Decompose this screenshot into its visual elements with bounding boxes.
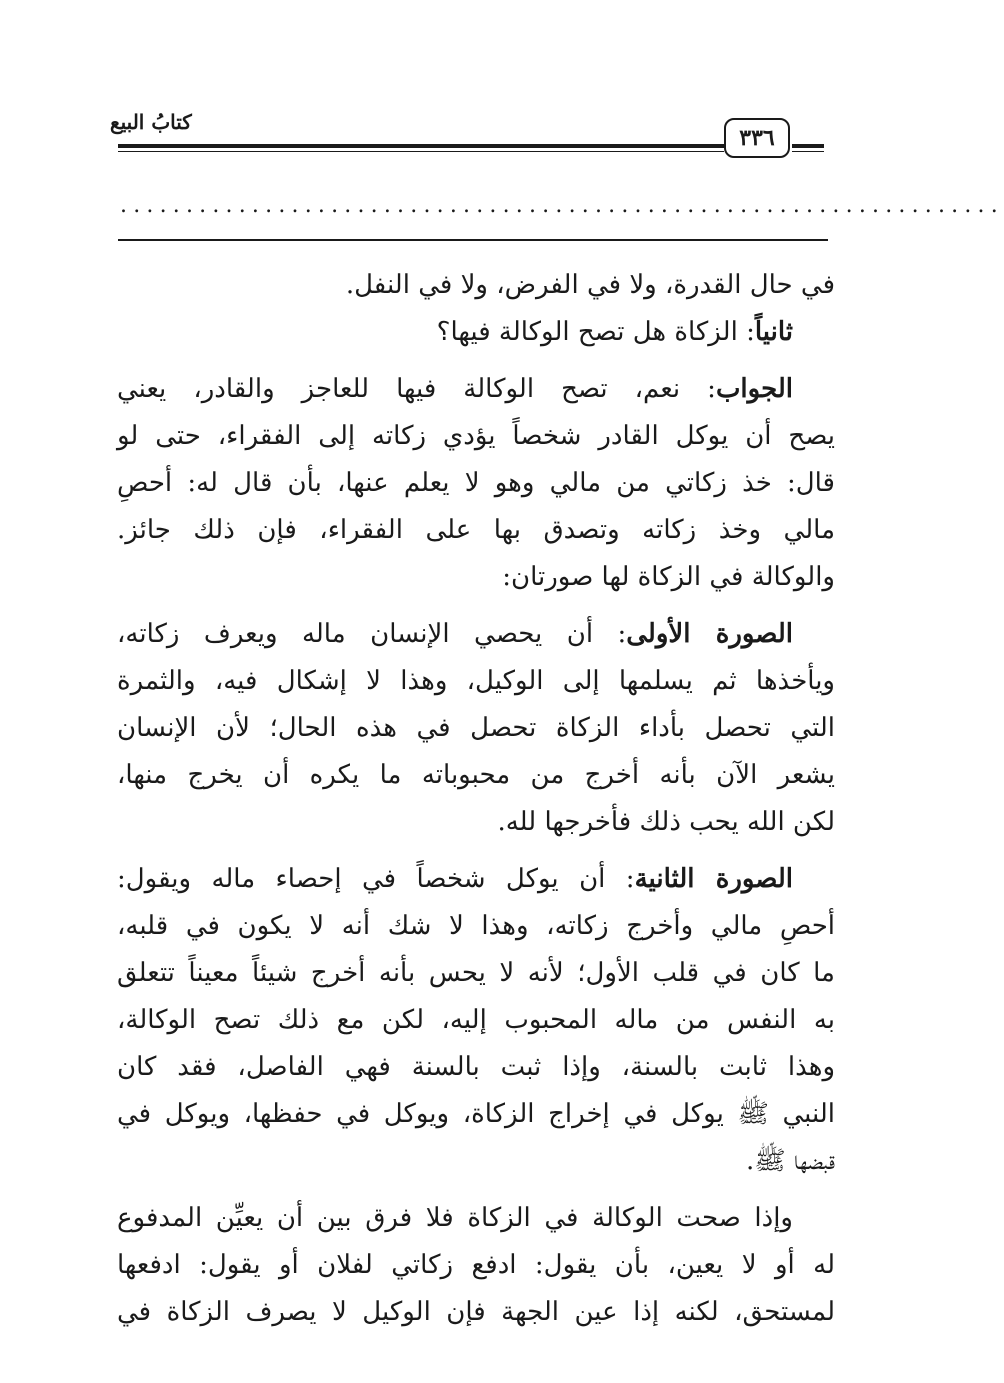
text-line: في حال القدرة، ولا في الفرض، ولا في النفل.: [345, 270, 835, 300]
text-line: النبي ﷺ يوكل في إخراج الزكاة، ويوكل في حفظها، ويوكل في: [117, 1099, 835, 1129]
header-rule-thin-right: [792, 151, 824, 152]
text-line: الجواب: نعم، تصح الوكالة فيها للعاجز والقادر، يعني: [117, 374, 793, 404]
header-rule-thin: [118, 151, 724, 152]
text-line: التي تحصل بأداء الزكاة تحصل في هذه الحال؛ لأن الإنسان: [117, 713, 835, 743]
running-header-title: كتابُ البيع: [110, 110, 192, 134]
text-line: ما كان في قلب الأول؛ لأنه لا يحس بأنه أخرج شيئاً معيناً تتعلق: [117, 958, 835, 988]
text-line: قبضها ﷺ.: [746, 1146, 835, 1176]
text-line: قال: خذ زكاتي من مالي وهو لا يعلم عنها، بأن قال له: أحصِ: [117, 468, 835, 498]
text-line: أحصِ مالي وأخرج زكاته، وهذا لا شك أنه لا يكون في قلبه،: [117, 911, 835, 941]
text-line: وهذا ثابت بالسنة، وإذا ثبت بالسنة فهي الفاصل، فقد كان: [117, 1052, 835, 1082]
text-line: يشعر الآن بأنه أخرج من محبوباته ما يكره أن يخرج منها،: [117, 760, 835, 790]
text-line: لكن الله يحب ذلك فأخرجها لله.: [497, 807, 835, 837]
text-line: لمستحق، لكنه إذا عين الجهة فإن الوكيل لا يصرف الزكاة في: [117, 1297, 835, 1327]
bold-lead: الصورة الأولى: [626, 619, 794, 649]
text-line: الصورة الثانية: أن يوكل شخصاً في إحصاء ماله ويقول:: [117, 864, 793, 894]
header-rule-thick-right: [792, 144, 824, 148]
text-line: والوكالة في الزكاة لها صورتان:: [502, 562, 835, 592]
bold-lead: ثانياً: [754, 317, 793, 347]
text-line: به النفس من ماله المحبوب إليه، لكن مع ذلك تصح الوكالة،: [117, 1005, 835, 1035]
text-line: ثانياً: الزكاة هل تصح الوكالة فيها؟: [436, 317, 793, 347]
text-line: له أو لا يعين، بأن يقول: ادفع زكاتي لفلان أو يقول: ادفعها: [117, 1250, 835, 1280]
text-line: يصح أن يوكل القادر شخصاً يؤدي زكاته إلى الفقراء، حتى لو: [117, 421, 835, 451]
dotted-separator: ...................................................................: [120, 193, 1004, 218]
page-number: ٣٣٦: [739, 125, 775, 151]
text-line: ويأخذها ثم يسلمها إلى الوكيل، وهذا لا إشكال فيه، والثمرة: [117, 666, 835, 696]
text-line: مالي وخذ زكاته وتصدق بها على الفقراء، فإن ذلك جائز.: [117, 515, 835, 545]
text-line: وإذا صحت الوكالة في الزكاة فلا فرق بين أن يعيِّن المدفوع: [117, 1203, 793, 1233]
text-line: الصورة الأولى: أن يحصي الإنسان ماله ويعرف زكاته،: [117, 619, 794, 649]
body-text: [117, 262, 835, 1336]
separator-rule: [118, 239, 828, 241]
bold-lead: الجواب: [715, 374, 793, 404]
header-rule-thick: [118, 144, 724, 148]
page-number-badge: [724, 118, 790, 158]
bold-lead: الصورة الثانية: [634, 864, 793, 894]
